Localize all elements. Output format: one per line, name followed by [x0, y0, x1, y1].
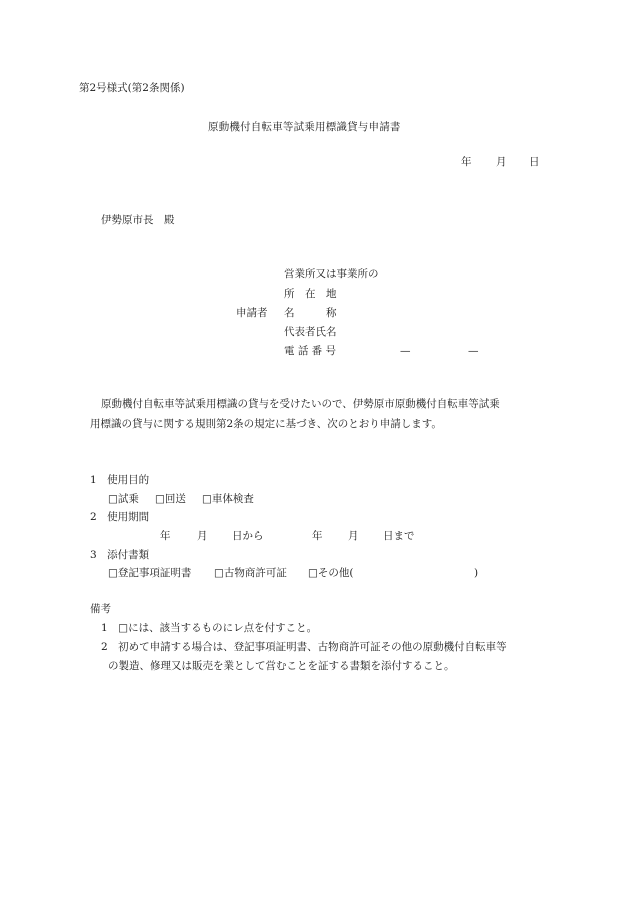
document-option-license[interactable]: □古物商許可証 [214, 567, 287, 579]
phone-label: 電 話 番 号 [284, 345, 337, 357]
representative-label: 代表者氏名 [284, 326, 337, 338]
document-option-registry[interactable]: □登記事項証明書 [108, 567, 192, 579]
documents-title: 3 添付書類 [90, 549, 150, 561]
period-to-year: 年 [312, 530, 323, 542]
purpose-option-transport[interactable]: □回送 [155, 493, 186, 505]
note-2-line-2: の製造、修理又は販売を業として営むことを証する書類を添付すること。 [108, 660, 455, 672]
purpose-option-inspection[interactable]: □車体検査 [202, 493, 254, 505]
form-number: 第2号様式(第2条関係) [79, 82, 185, 94]
period-from-day: 日から [232, 530, 264, 542]
phone-separator-2: — [468, 345, 479, 357]
name-label: 名 称 [284, 307, 337, 319]
note-2-line-1: 2 初めて申請する場合は、登記事項証明書、古物商許可証その他の原動機付自転車等 [101, 641, 507, 653]
purpose-option-test-ride[interactable]: □試乗 [108, 493, 139, 505]
period-to-month: 月 [348, 530, 359, 542]
notes-title: 備考 [90, 603, 111, 615]
phone-separator-1: — [400, 345, 411, 357]
addressee: 伊勢原市長 殿 [101, 214, 175, 226]
period-to-day: 日まで [383, 530, 415, 542]
body-text-line-1: 原動機付自転車等試乗用標識の貸与を受けたいので、伊勢原市原動機付自転車等試乗 [101, 398, 500, 410]
date-year: 年 [461, 156, 472, 168]
address-label: 所 在 地 [284, 288, 337, 300]
period-from-year: 年 [160, 530, 171, 542]
body-text-line-2: 用標識の貸与に関する規則第2条の規定に基づき、次のとおり申請します。 [90, 418, 442, 430]
period-from-month: 月 [197, 530, 208, 542]
date-month: 月 [496, 156, 507, 168]
document-option-other[interactable]: □その他( [308, 567, 354, 579]
applicant-label: 申請者 [236, 307, 268, 319]
note-1: 1 □には、該当するものにレ点を付すこと。 [101, 622, 318, 634]
date-day: 日 [529, 156, 540, 168]
purpose-title: 1 使用目的 [90, 474, 150, 486]
period-title: 2 使用期間 [90, 511, 150, 523]
document-other-close-paren: ) [474, 567, 479, 579]
office-label: 営業所又は事業所の [284, 268, 379, 280]
form-title: 原動機付自転車等試乗用標識貸与申請書 [208, 121, 401, 133]
